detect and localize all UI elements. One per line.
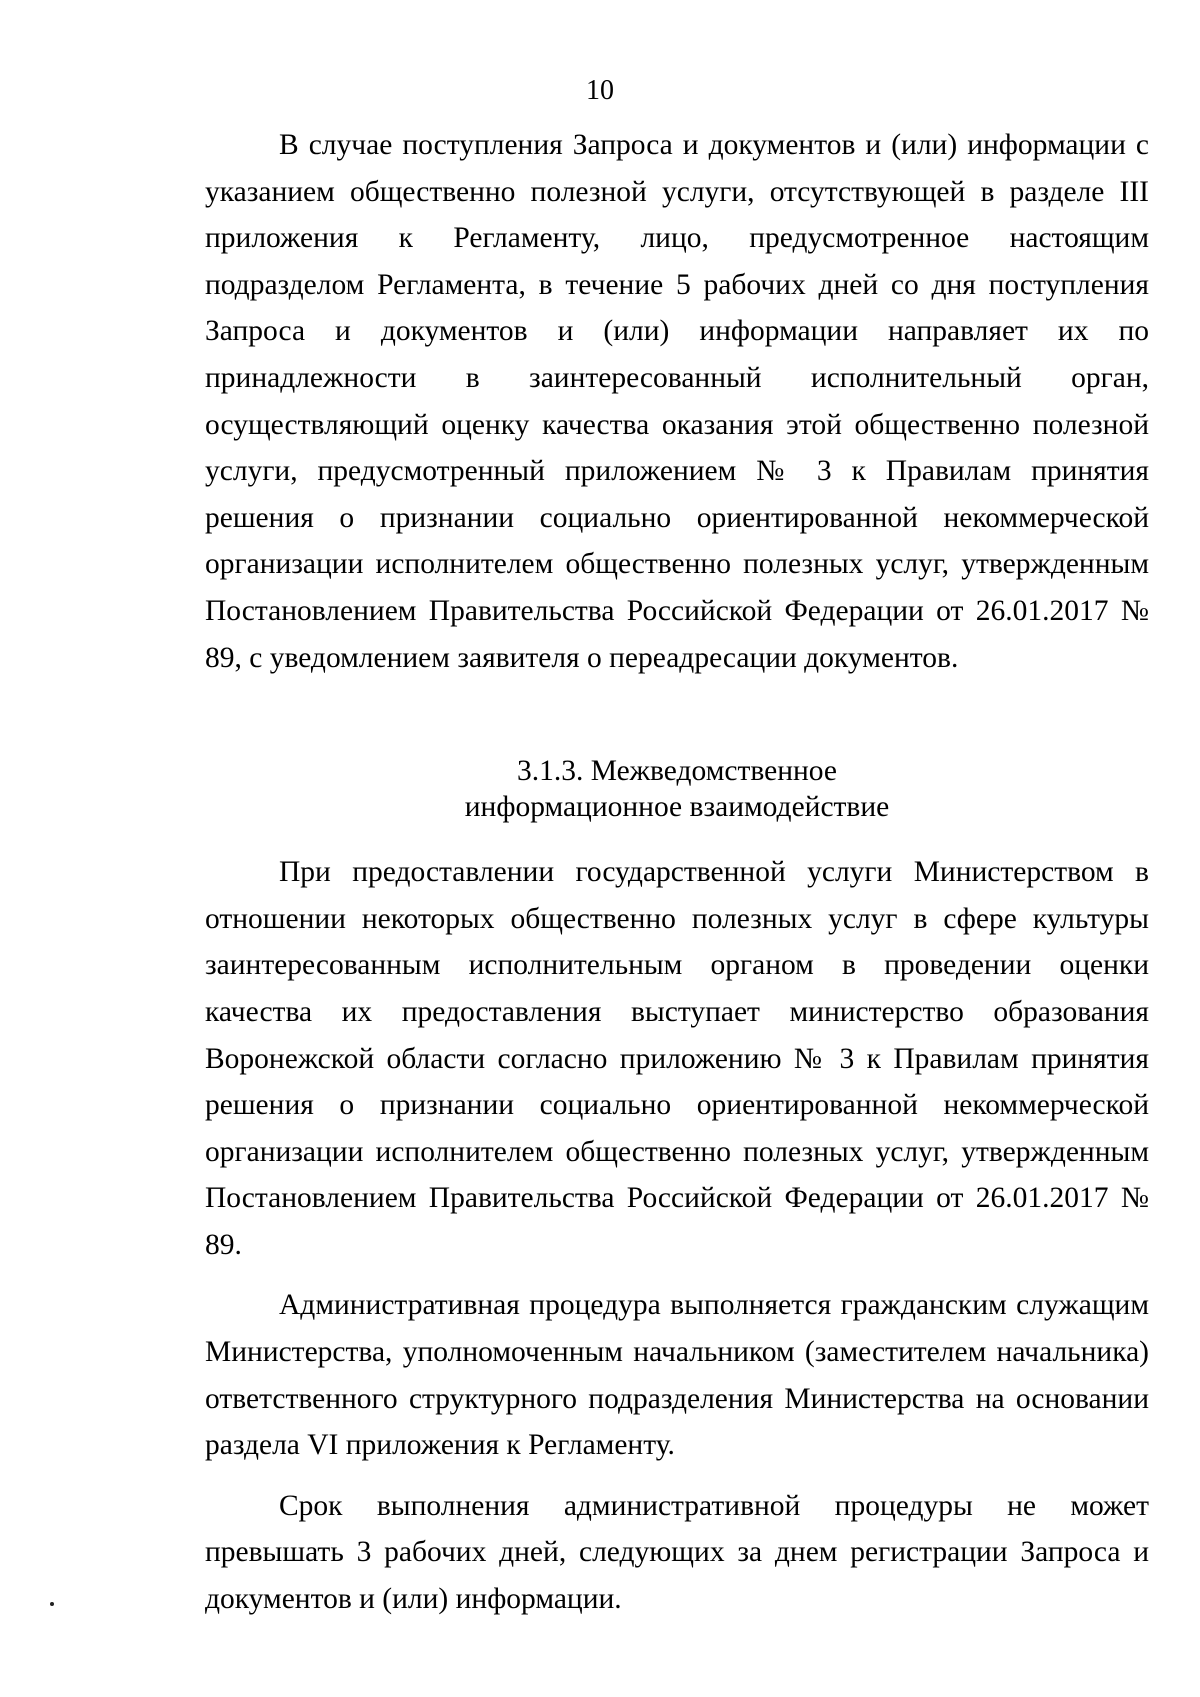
section-heading-line1: 3.1.3. Межведомственное bbox=[516, 755, 837, 788]
page-number: 10 bbox=[586, 75, 614, 106]
scan-dot-mark bbox=[50, 1602, 54, 1606]
paragraph-procedure-term: Срок выполнения административной процедуры не может превышать 3 рабочих дней, следующих за днем регистрации Запроса и документов и (или) информации. bbox=[205, 1489, 1149, 1616]
document-body bbox=[205, 122, 1149, 1623]
paragraph-procedure-executor: Административная процедура выполняется гражданским служащим Министерства, уполномоченным начальником (заместителем начальника) ответственного структурного подразделения Министерства на основании раздела VI приложения к Регламенту. bbox=[205, 1289, 1149, 1462]
section-heading-line2: информационное взаимодействие bbox=[464, 791, 890, 824]
paragraph-interagency: При предоставлении государственной услуги Министерством в отношении некоторых общественно полезных услуг в сфере культуры заинтересованным исполнительным органом в проведении оценки качества их предоставления выступает министерство образования Воронежской области согласно приложению № 3 к Правилам принятия решения о признании социально ориентированной некоммерческой организации исполнителем общественно полезных услуг, утвержденным Постановлением Правительства Российской Федерации от 26.01.2017 № 89. bbox=[205, 856, 1149, 1261]
paragraph-request-redirect: В случае поступления Запроса и документов и (или) информации с указанием общественно полезной услуги, отсутствующей в разделе III приложения к Регламенту, лицо, предусмотренное настоящим подразделом Регламента, в течение 5 рабочих дней со дня поступления Запроса и документов и (или) информации направляет их по принадлежности в заинтересованный исполнительный орган, осуществляющий оценку качества оказания этой общественно полезной услуги, предусмотренный приложением № 3 к Правилам принятия решения о признании социально ориентированной некоммерческой организации исполнителем общественно полезных услуг, утвержденным Постановлением Правительства Российской Федерации от 26.01.2017 № 89, с уведомлением заявителя о переадресации документов. bbox=[205, 129, 1149, 674]
section-heading bbox=[205, 753, 1149, 825]
